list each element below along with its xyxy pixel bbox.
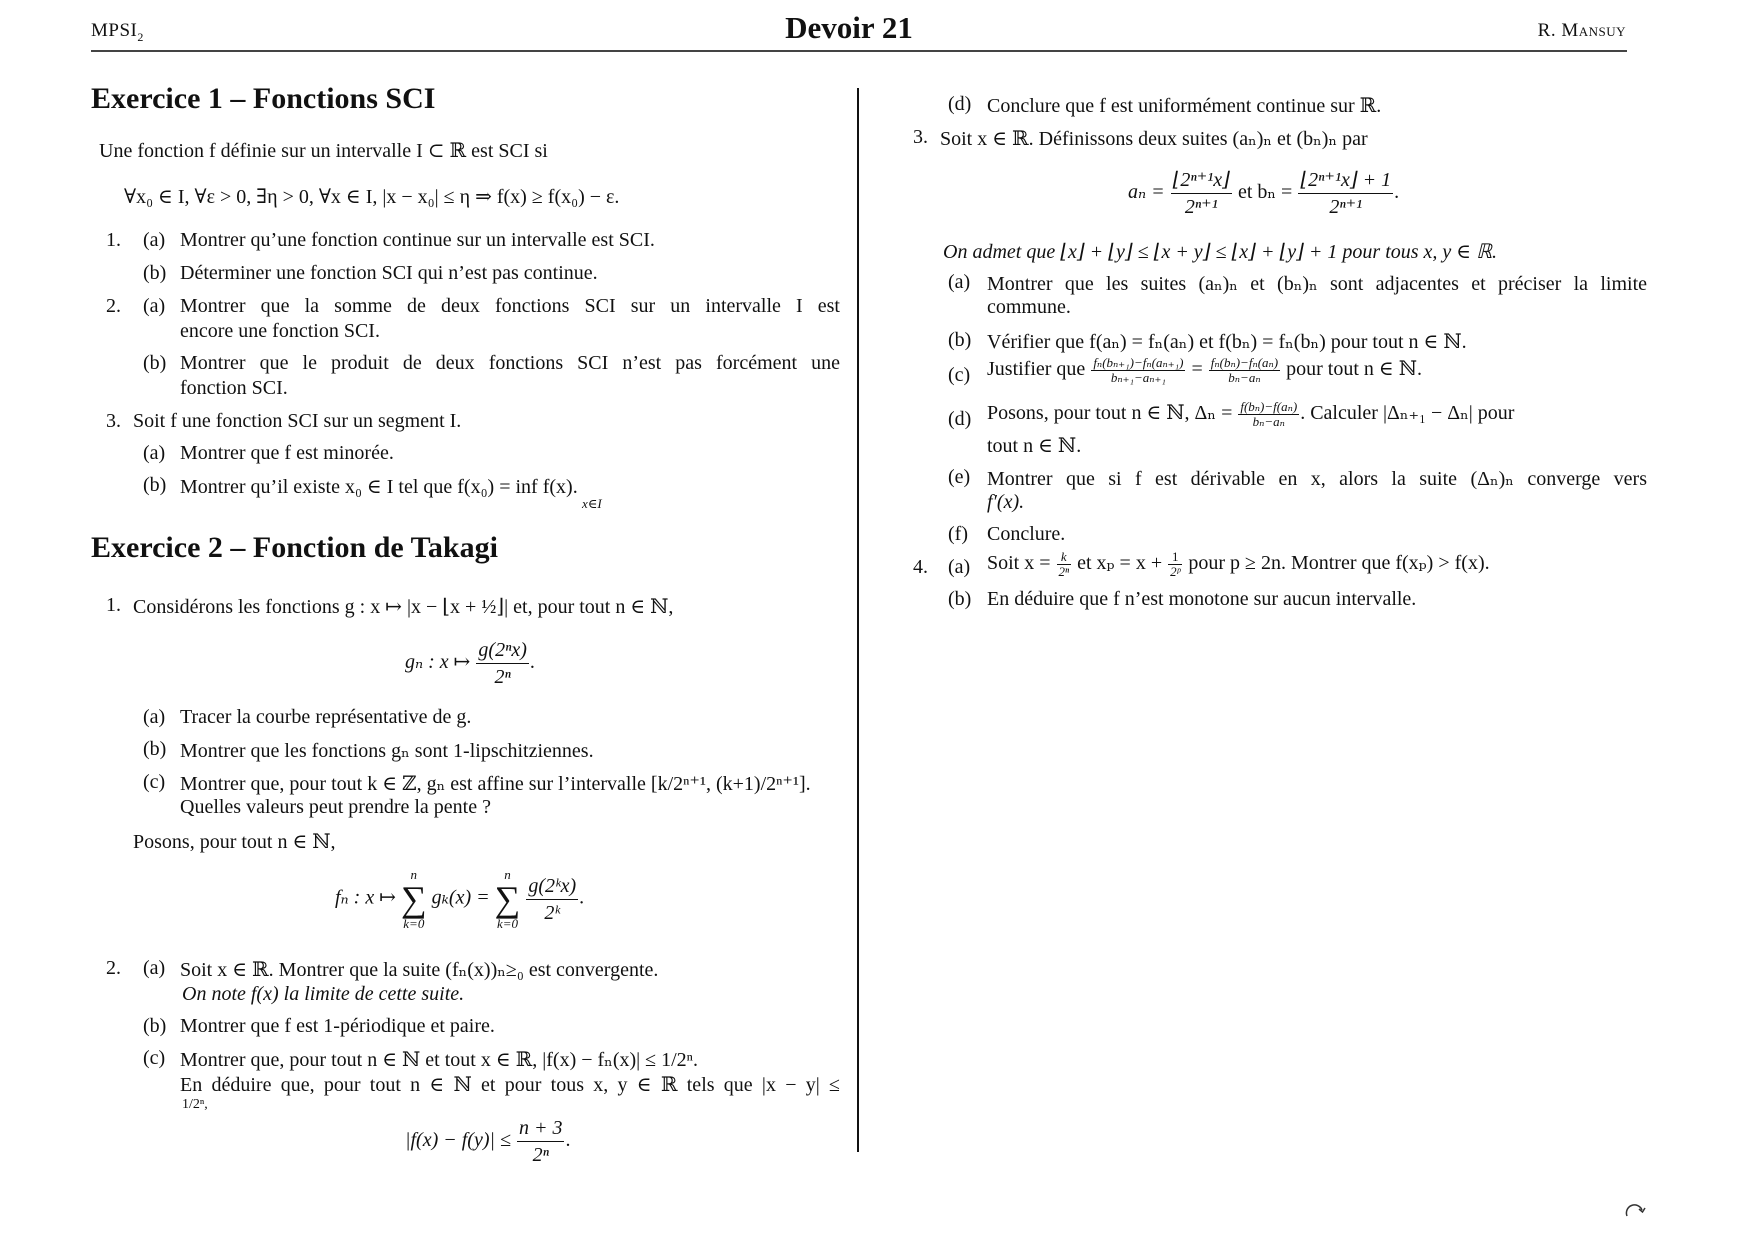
- exercise-2-title: Exercice 2 – Fonction de Takagi: [91, 531, 498, 564]
- page-title: Devoir 21: [785, 10, 913, 45]
- ex2-q2d: Conclure que f est uniformément continue sur ℝ.: [987, 95, 1382, 117]
- ex2-q1a: Tracer la courbe représentative de g.: [180, 706, 472, 728]
- item-letter: (a): [143, 706, 166, 728]
- ex1-q2b-line1: Montrer que le produit de deux fonctions SCI n’est pas forcément une: [180, 352, 840, 374]
- inf-subscript: x∈I: [582, 496, 602, 511]
- ex1-intro: Une fonction f définie sur un intervalle I ⊂ ℝ est SCI si: [99, 140, 548, 162]
- ex1-q3: Soit f une fonction SCI sur un segment I.: [133, 410, 462, 432]
- ex2-q3e-line1: Montrer que si f est dérivable en x, alors la suite (Δₙ)ₙ converge vers: [987, 468, 1647, 490]
- ex2-q4b: En déduire que f n’est monotone sur aucun intervalle.: [987, 588, 1417, 610]
- header-author: R. Mansuy: [1537, 20, 1626, 41]
- ex1-q2b-line2: fonction SCI.: [180, 377, 288, 399]
- ex2-q2a-line2: On note f(x) la limite de cette suite.: [182, 983, 465, 1005]
- item-letter: (d): [948, 408, 972, 430]
- item-letter: (a): [143, 957, 166, 979]
- ex2-inequality: |f(x) − f(y)| ≤ $\frac{n + 3}{\text{2ⁿ}}$ .: [405, 1117, 571, 1166]
- item-letter: (e): [948, 466, 971, 488]
- ex1-q1b: Déterminer une fonction SCI qui n’est pas continue.: [180, 262, 598, 284]
- ex2-q3a-line2: commune.: [987, 296, 1071, 318]
- item-number: 1.: [106, 229, 121, 251]
- ex2-q3e-line2: f′(x).: [987, 491, 1025, 513]
- ex2-q3d-line1: Posons, pour tout n ∈ ℕ, Δₙ = $\frac{\text{f(bₙ)−f(aₙ)}}{\text{bₙ−aₙ}}$ . Calculer |Δₙ₊₁ − Δₙ| pour: [987, 399, 1515, 430]
- item-number: 3.: [106, 410, 121, 432]
- item-letter: (b): [948, 329, 972, 351]
- item-letter: (b): [948, 588, 972, 610]
- item-letter: (b): [143, 474, 167, 496]
- ex2-q2c-line3: 1/2ⁿ,: [182, 1097, 208, 1112]
- ex2-q3: Soit x ∈ ℝ. Définissons deux suites (aₙ)ₙ et (bₙ)ₙ par: [940, 128, 1368, 150]
- item-number: 3.: [913, 126, 928, 148]
- item-number: 4.: [913, 556, 928, 578]
- item-letter: (b): [143, 738, 167, 760]
- ex2-q1b: Montrer que les fonctions gₙ sont 1-lipschitziennes.: [180, 740, 594, 762]
- item-letter: (a): [948, 556, 971, 578]
- item-number: 2.: [106, 295, 121, 317]
- item-letter: (b): [143, 352, 167, 374]
- ex1-q3a: Montrer que f est minorée.: [180, 442, 394, 464]
- ex2-q2b: Montrer que f est 1-périodique et paire.: [180, 1015, 495, 1037]
- ex1-q3b: Montrer qu’il existe x₀ ∈ I tel que f(x₀) = inf f(x).: [180, 476, 578, 498]
- ex2-q1: Considérons les fonctions g : x ↦ |x − ⌊x + ½⌋| et, pour tout n ∈ ℕ,: [133, 596, 674, 618]
- ex2-q3b: Vérifier que f(aₙ) = fₙ(aₙ) et f(bₙ) = fₙ(bₙ) pour tout n ∈ ℕ.: [987, 331, 1467, 353]
- ex2-q3c: Justifier que $\frac{\text{fₙ(bₙ₊₁)−fₙ(aₙ₊₁)}}{\text{bₙ₊₁−aₙ₊₁}}$ = $\frac{\text{fₙ(bₙ)−fₙ(aₙ)}}{\text{bₙ−aₙ}}$ pour tout n ∈ ℕ.: [987, 355, 1422, 386]
- column-divider: [857, 88, 859, 1152]
- ex2-q4a: Soit x = $\frac{k}{\text{2ⁿ}}$ et xₚ = x + $\frac{1}{\text{2ᵖ}}$ pour p ≥ 2n. Montrer que f(xₚ) > f(x).: [987, 549, 1490, 580]
- item-letter: (f): [948, 523, 968, 545]
- ex2-q2c-line1: Montrer que, pour tout n ∈ ℕ et tout x ∈ ℝ, |f(x) − fₙ(x)| ≤ 1/2ⁿ.: [180, 1049, 698, 1071]
- ex2-q1c-line1: Montrer que, pour tout k ∈ ℤ, gₙ est affine sur l’intervalle [k/2ⁿ⁺¹, (k+1)/2ⁿ⁺¹].: [180, 773, 811, 795]
- item-letter: (c): [143, 1047, 166, 1069]
- item-letter: (a): [143, 295, 166, 317]
- ex1-q2a-line1: Montrer que la somme de deux fonctions SCI sur un intervalle I est: [180, 295, 840, 317]
- ex1-definition: ∀x₀ ∈ I, ∀ε > 0, ∃η > 0, ∀x ∈ I, |x − x₀| ≤ η ⇒ f(x) ≥ f(x₀) − ε.: [124, 186, 620, 208]
- ex1-q2a-line2: encore une fonction SCI.: [180, 320, 380, 342]
- item-letter: (a): [948, 271, 971, 293]
- header-class-label: $MPSI_2$: [91, 20, 144, 44]
- ex2-q1c-line2: Quelles valeurs peut prendre la pente ?: [180, 796, 491, 818]
- gn-definition: gₙ : x ↦ $\frac{\text{g(2ⁿx)}}{\text{2ⁿ}}$ .: [405, 639, 535, 688]
- ex2-q2a-line1: Soit x ∈ ℝ. Montrer que la suite (fₙ(x))ₙ≥₀ est convergente.: [180, 959, 659, 981]
- ex2-q3d-line2: tout n ∈ ℕ.: [987, 435, 1082, 457]
- item-letter: (b): [143, 1015, 167, 1037]
- ex2-q3f: Conclure.: [987, 523, 1066, 545]
- ex2-posons: Posons, pour tout n ∈ ℕ,: [133, 831, 336, 853]
- item-number: 2.: [106, 957, 121, 979]
- item-letter: (c): [948, 364, 971, 386]
- fn-definition: fₙ : x ↦ n ∑ k=0 gₖ(x) = n ∑ k=0 $\frac{\text{g(2ᵏx)}}{\text{2ᵏ}}$ .: [335, 867, 585, 931]
- exercise-1-title: Exercice 1 – Fonctions SCI: [91, 82, 436, 115]
- ex2-admet: On admet que ⌊x⌋ + ⌊y⌋ ≤ ⌊x + y⌋ ≤ ⌊x⌋ + ⌊y⌋ + 1 pour tous x, y ∈ ℝ.: [943, 241, 1497, 263]
- item-letter: (d): [948, 93, 972, 115]
- item-letter: (c): [143, 771, 166, 793]
- ex2-q2c-line2: En déduire que, pour tout n ∈ ℕ et pour tous x, y ∈ ℝ tels que |x − y| ≤: [180, 1074, 840, 1096]
- item-number: 1.: [106, 594, 121, 616]
- item-letter: (a): [143, 442, 166, 464]
- header-rule: [91, 50, 1627, 52]
- item-letter: (b): [143, 262, 167, 284]
- ex1-q1a: Montrer qu’une fonction continue sur un intervalle est SCI.: [180, 229, 655, 251]
- item-letter: (a): [143, 229, 166, 251]
- ex2-q3a-line1: Montrer que les suites (aₙ)ₙ et (bₙ)ₙ sont adjacentes et préciser la limite: [987, 273, 1647, 295]
- an-bn-definition: aₙ = $\frac{\text{⌊2ⁿ⁺¹x⌋}}{\text{2ⁿ⁺¹}}$ et bₙ = $\frac{\text{⌊2ⁿ⁺¹x⌋ + 1}}{\text{2ⁿ⁺¹}}$ .: [1128, 169, 1400, 218]
- next-page-arrow-icon: [1625, 1200, 1647, 1223]
